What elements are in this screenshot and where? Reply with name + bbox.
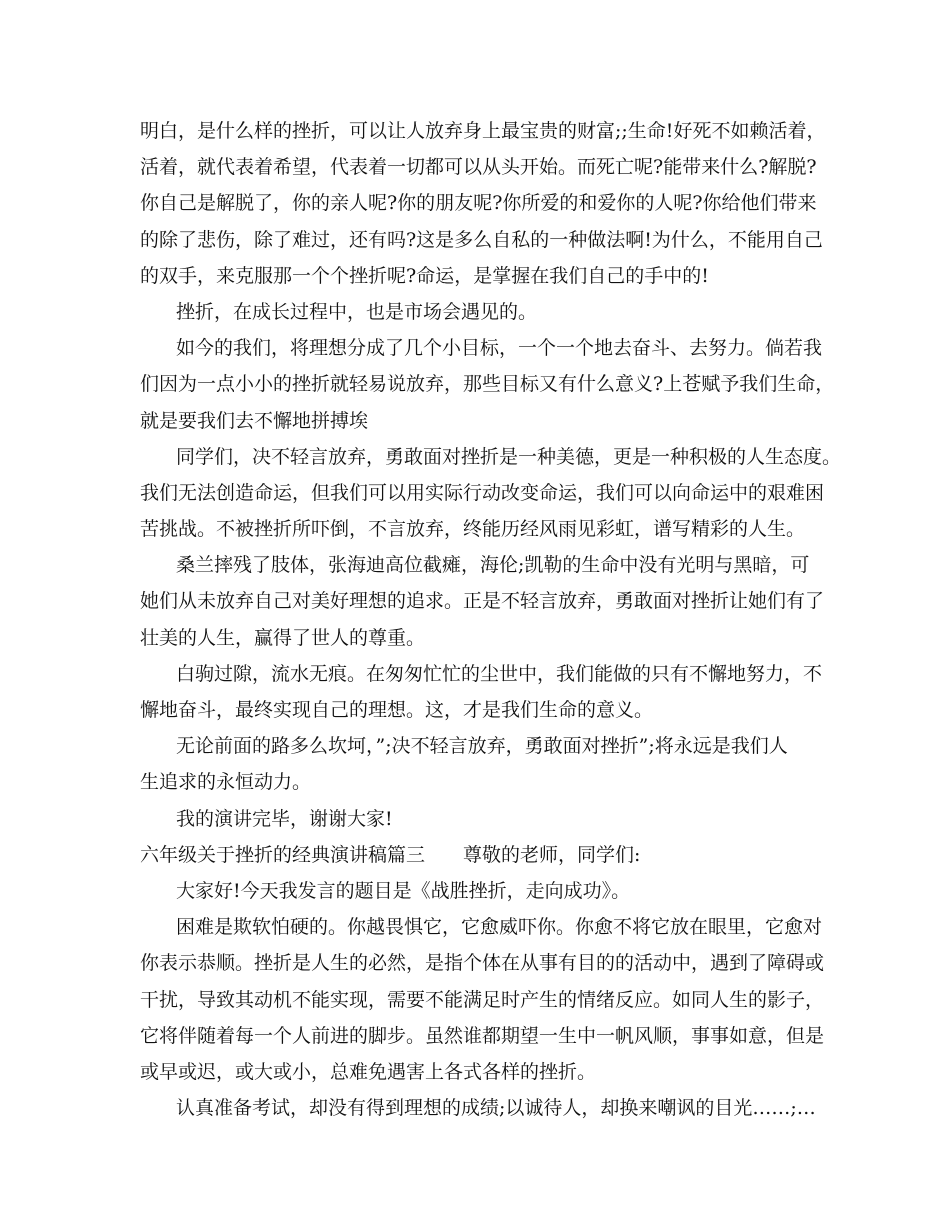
text-line: 白驹过隙，流水无痕。在匆匆忙忙的尘世中，我们能做的只有不懈地努力，不 [176, 662, 823, 685]
text-line: 懈地奋斗，最终实现自己的理想。这，才是我们生命的意义。 [140, 699, 654, 721]
text-line: 苦挑战。不被挫折所吓倒，不言放弃，终能历经风雨见彩虹，谱写精彩的人生。 [140, 518, 806, 541]
text-line: 同学们，决不轻言放弃，勇敢面对挫折是一种美德，更是一种积极的人生态度。 [176, 445, 842, 468]
text-line: 就是要我们去不懈地拼搏埃 [140, 409, 369, 432]
text-line: 挫折，在成长过程中，也是市场会遇见的。 [176, 300, 538, 323]
document-page [140, 113, 842, 1126]
section-heading [140, 837, 830, 873]
text-line: 桑兰摔残了肢体，张海迪高位截瘫，海伦;凯勒的生命中没有光明与黑暗，可 [176, 554, 810, 577]
section-title: 六年级关于挫折的经典演讲稿篇三 [140, 843, 426, 866]
text-line: 如今的我们，将理想分成了几个小目标，一个一个地去奋斗、去努力。倘若我 [176, 337, 823, 360]
body-text-before [140, 113, 842, 837]
text-line: 的双手，来克服那一个个挫折呢?命运，是掌握在我们自己的手中的! [140, 264, 709, 287]
text-line: 你表示恭顺。挫折是人生的必然，是指个体在从事有目的的活动中，遇到了障碍或 [140, 952, 825, 975]
text-line: 干扰，导致其动机不能实现，需要不能满足时产生的情绪反应。如同人生的影子， [140, 988, 825, 1011]
text-line: 明白，是什么样的挫折，可以让人放弃身上最宝贵的财富;;生命!好死不如赖活着， [140, 120, 826, 142]
text-line: 壮美的人生，赢得了世人的尊重。 [140, 626, 426, 649]
text-line: 困难是欺软怕硬的。你越畏惧它，它愈威吓你。你愈不将它放在眼里，它愈对 [176, 916, 823, 939]
text-line: 我们无法创造命运，但我们可以用实际行动改变命运，我们可以向命运中的艰难困 [140, 481, 825, 504]
body-text-after [140, 873, 830, 1126]
text-line: 认真准备考试，却没有得到理想的成绩;以诚待人，却换来嘲讽的目光……;… [176, 1097, 816, 1120]
text-line: 的除了悲伤，除了难过，还有吗?这是多么自私的一种做法啊!为什么，不能用自己 [140, 228, 823, 251]
text-line: 它将伴随着每一个人前进的脚步。虽然谁都期望一生中一帆风顺，事事如意，但是 [140, 1024, 825, 1047]
text-line: 她们从未放弃自己对美好理想的追求。正是不轻言放弃，勇敢面对挫折让她们有了 [140, 590, 825, 613]
salutation: 尊敬的老师，同学们: [463, 843, 641, 866]
text-line: 们因为一点小小的挫折就轻易说放弃，那些目标又有什么意义?上苍赋予我们生命， [140, 373, 835, 396]
text-line: 无论前面的路多么坎坷，”;决不轻言放弃，勇敢面对挫折”;将永远是我们人 [176, 735, 788, 758]
text-line: 我的演讲完毕，谢谢大家! [176, 807, 393, 830]
text-line: 生追求的永恒动力。 [140, 771, 312, 794]
text-line: 你自己是解脱了，你的亲人呢?你的朋友呢?你所爱的和爱你的人呢?你给他们带来 [140, 192, 817, 215]
text-line: 或早或迟，或大或小，总难免遇害上各式各样的挫折。 [140, 1060, 597, 1083]
text-line: 活着，就代表着希望，代表着一切都可以从头开始。而死亡呢?能带来什么?解脱? [140, 156, 817, 179]
text-line: 大家好!今天我发言的题目是《战胜挫折，走向成功》。 [176, 879, 631, 902]
heading-gap [425, 837, 463, 873]
